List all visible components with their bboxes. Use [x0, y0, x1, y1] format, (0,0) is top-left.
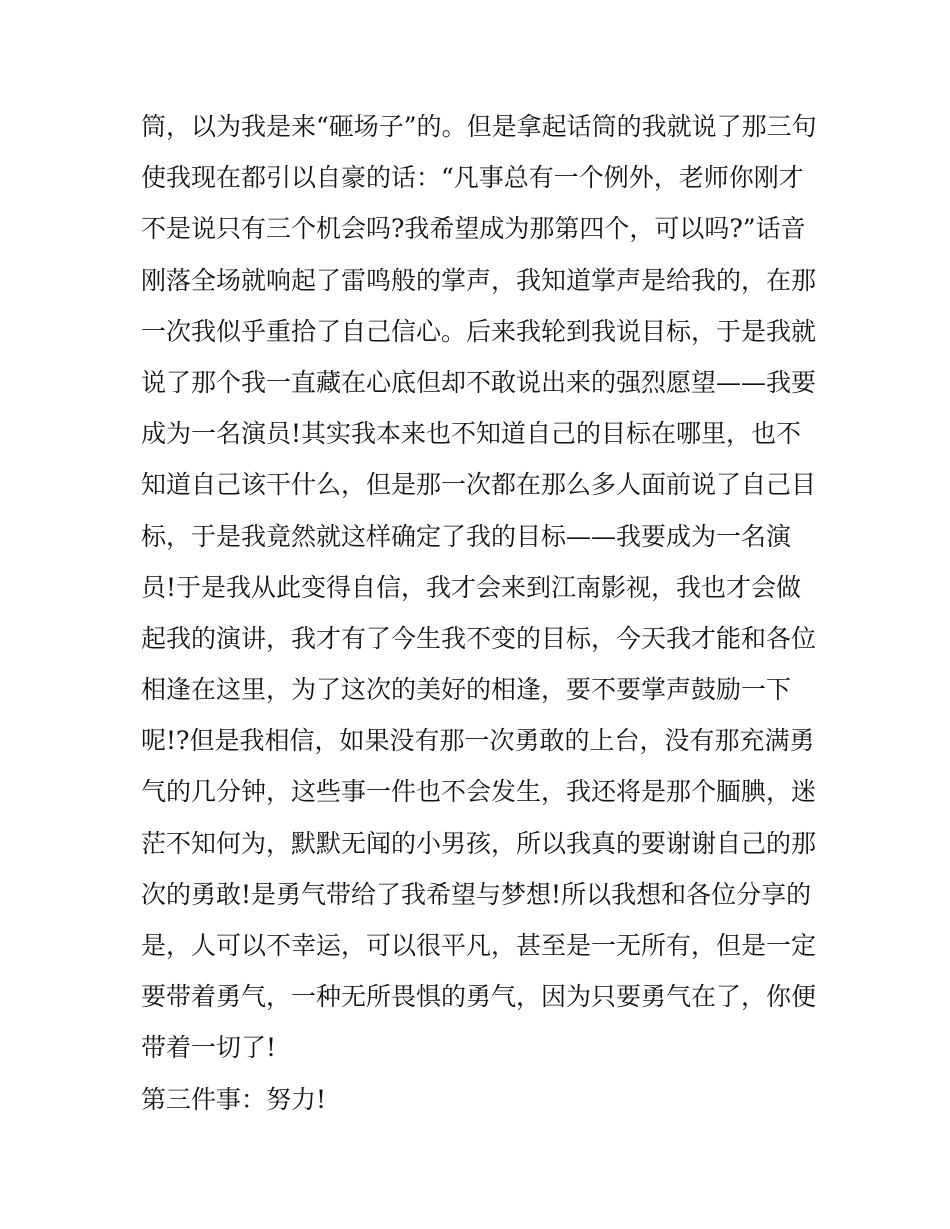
text-line-3: 不是说只有三个机会吗?我希望成为那第四个，可以吗?”话音: [141, 214, 806, 244]
text-line-2: 使我现在都引以自豪的话：“凡事总有一个例外，老师你刚才: [141, 163, 804, 193]
text-line-10: 员!于是我从此变得自信，我才会来到江南影视，我也才会做: [141, 572, 802, 602]
text-line-11: 起我的演讲，我才有了今生我不变的目标，今天我才能和各位: [141, 623, 817, 653]
text-line-7: 成为一名演员!其实我本来也不知道自己的目标在哪里，也不: [141, 419, 802, 449]
text-line-15: 茫不知何为，默默无闻的小男孩，所以我真的要谢谢自己的那: [141, 828, 817, 858]
text-line-5: 一次我似乎重拾了自己信心。后来我轮到我说目标，于是我就: [141, 316, 817, 346]
text-line-14: 气的几分钟，这些事一件也不会发生，我还将是那个腼腆，迷: [141, 777, 817, 807]
document-body: [141, 101, 817, 1125]
text-line-4: 刚落全场就响起了雷鸣般的掌声，我知道掌声是给我的，在那: [141, 265, 817, 295]
text-line-6: 说了那个我一直藏在心底但却不敢说出来的强烈愿望——我要: [141, 367, 817, 397]
text-line-12: 相逢在这里，为了这次的美好的相逢，要不要掌声鼓励一下: [141, 675, 792, 705]
text-line-17: 是，人可以不幸运，可以很平凡，甚至是一无所有，但是一定: [141, 931, 817, 960]
text-line-13: 呢!?但是我相信，如果没有那一次勇敢的上台，没有那充满勇: [141, 726, 815, 756]
text-line-1: 筒，以为我是来“砸场子”的。但是拿起话筒的我就说了那三句: [141, 112, 817, 141]
text-line-16: 次的勇敢!是勇气带给了我希望与梦想!所以我想和各位分享的: [141, 879, 812, 909]
text-line-9: 标，于是我竟然就这样确定了我的目标——我要成为一名演: [141, 521, 792, 551]
text-line-18: 要带着勇气，一种无所畏惧的勇气，因为只要勇气在了，你便: [141, 982, 817, 1012]
text-line-19: 带着一切了!: [141, 1033, 277, 1063]
section-heading: 第三件事：努力!: [141, 1084, 327, 1114]
text-line-8: 知道自己该干什么，但是那一次都在那么多人面前说了自己目: [141, 470, 817, 500]
